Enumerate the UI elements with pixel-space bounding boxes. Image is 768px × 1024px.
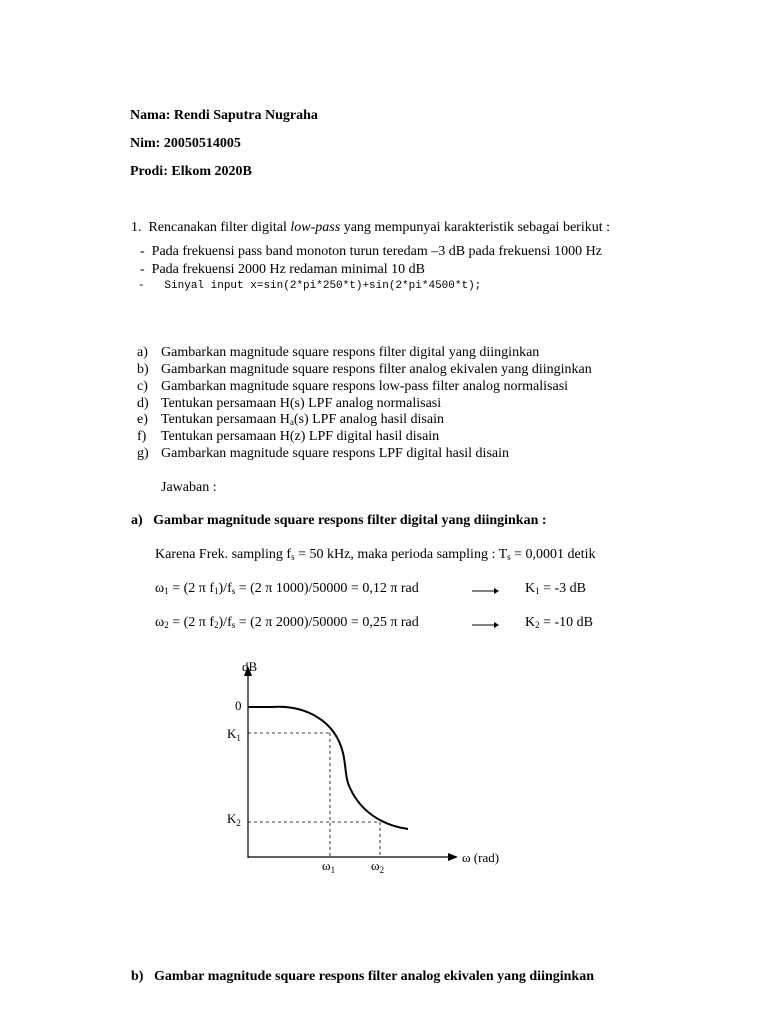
- arrow-icon: [470, 619, 500, 631]
- intro-post: yang mempunyai karakteristik sebagai berikut :: [340, 220, 610, 235]
- y-axis-label: dB: [242, 659, 258, 674]
- list-item: b) Gambarkan magnitude square respons filter analog ekivalen yang diinginkan: [137, 362, 592, 377]
- spec-dash: -: [140, 244, 145, 259]
- spec-item: [138, 280, 481, 292]
- x-axis-label: ω (rad): [462, 850, 500, 865]
- section-a-heading: a) Gambar magnitude square respons filter digital yang diinginkan :: [131, 513, 547, 528]
- x-axis-arrow: [448, 853, 458, 861]
- prodi-line: Prodi: Elkom 2020B: [130, 164, 252, 179]
- spec-text: Pada frekuensi pass band monoton turun teredam –3 dB pada frekuensi 1000 Hz: [151, 244, 602, 259]
- w2-label: $\omega_2$: [371, 858, 385, 875]
- list-item: g) Gambarkan magnitude square respons LPF digital hasil disain: [137, 446, 509, 461]
- intro-italic: low-pass: [290, 220, 341, 235]
- k2-label: $K_2$: [227, 811, 241, 828]
- zero-label: 0: [235, 698, 242, 713]
- omega2-equation: $\omega_2 = (2$ π $f_2)/f_s = (2$ π 2000)/50000 = 0,25 π rad: [155, 615, 419, 630]
- spec-item: [140, 262, 425, 278]
- k1-value: $K_1 = -3$ dB: [525, 581, 587, 596]
- arrow-icon: [470, 585, 500, 597]
- sampling-line: Karena Frek. sampling $f_s = 50$ kHz, maka perioda sampling : $T_s = 0,0001$ detik: [155, 547, 596, 562]
- list-item: c) Gambarkan magnitude square respons low-pass filter analog normalisasi: [137, 379, 569, 394]
- section-b-heading: b) Gambar magnitude square respons filter analog ekivalen yang diinginkan: [131, 969, 594, 984]
- nim-line: Nim: 20050514005: [130, 136, 241, 151]
- w1-label: $\omega_1$: [322, 858, 336, 875]
- name-line: Nama: Rendi Saputra Nugraha: [130, 108, 318, 123]
- list-item: e) Tentukan persamaan $H_a(s)$ LPF analog hasil disain: [137, 412, 444, 427]
- spec-code: Sinyal input x=sin(2*pi*250*t)+sin(2*pi*4500*t);: [164, 280, 482, 292]
- intro-pre: Rencanakan filter digital: [148, 220, 291, 235]
- spec-item: [140, 244, 602, 260]
- magnitude-response-figure: [210, 650, 530, 880]
- response-curve: [248, 707, 408, 829]
- spec-text: Pada frekuensi 2000 Hz redaman minimal 10 dB: [151, 262, 425, 277]
- k1-label: $K_1$: [227, 726, 241, 743]
- list-item: d) Tentukan persamaan H(s) LPF analog normalisasi: [137, 396, 442, 411]
- problem-intro: [131, 220, 610, 236]
- list-item: f) Tentukan persamaan H(z) LPF digital hasil disain: [137, 429, 440, 444]
- omega1-equation: $\omega_1 = (2$ π $f_1)/f_s = (2$ π 1000)/50000 = 0,12 π rad: [155, 581, 419, 596]
- spec-dash: -: [138, 280, 145, 292]
- jawaban-label: Jawaban :: [161, 480, 217, 495]
- spec-dash: -: [140, 262, 145, 277]
- list-item: a) Gambarkan magnitude square respons filter digital yang diinginkan: [137, 345, 540, 360]
- problem-number: 1.: [131, 220, 142, 235]
- k2-value: $K_2 = -10$ dB: [525, 615, 594, 630]
